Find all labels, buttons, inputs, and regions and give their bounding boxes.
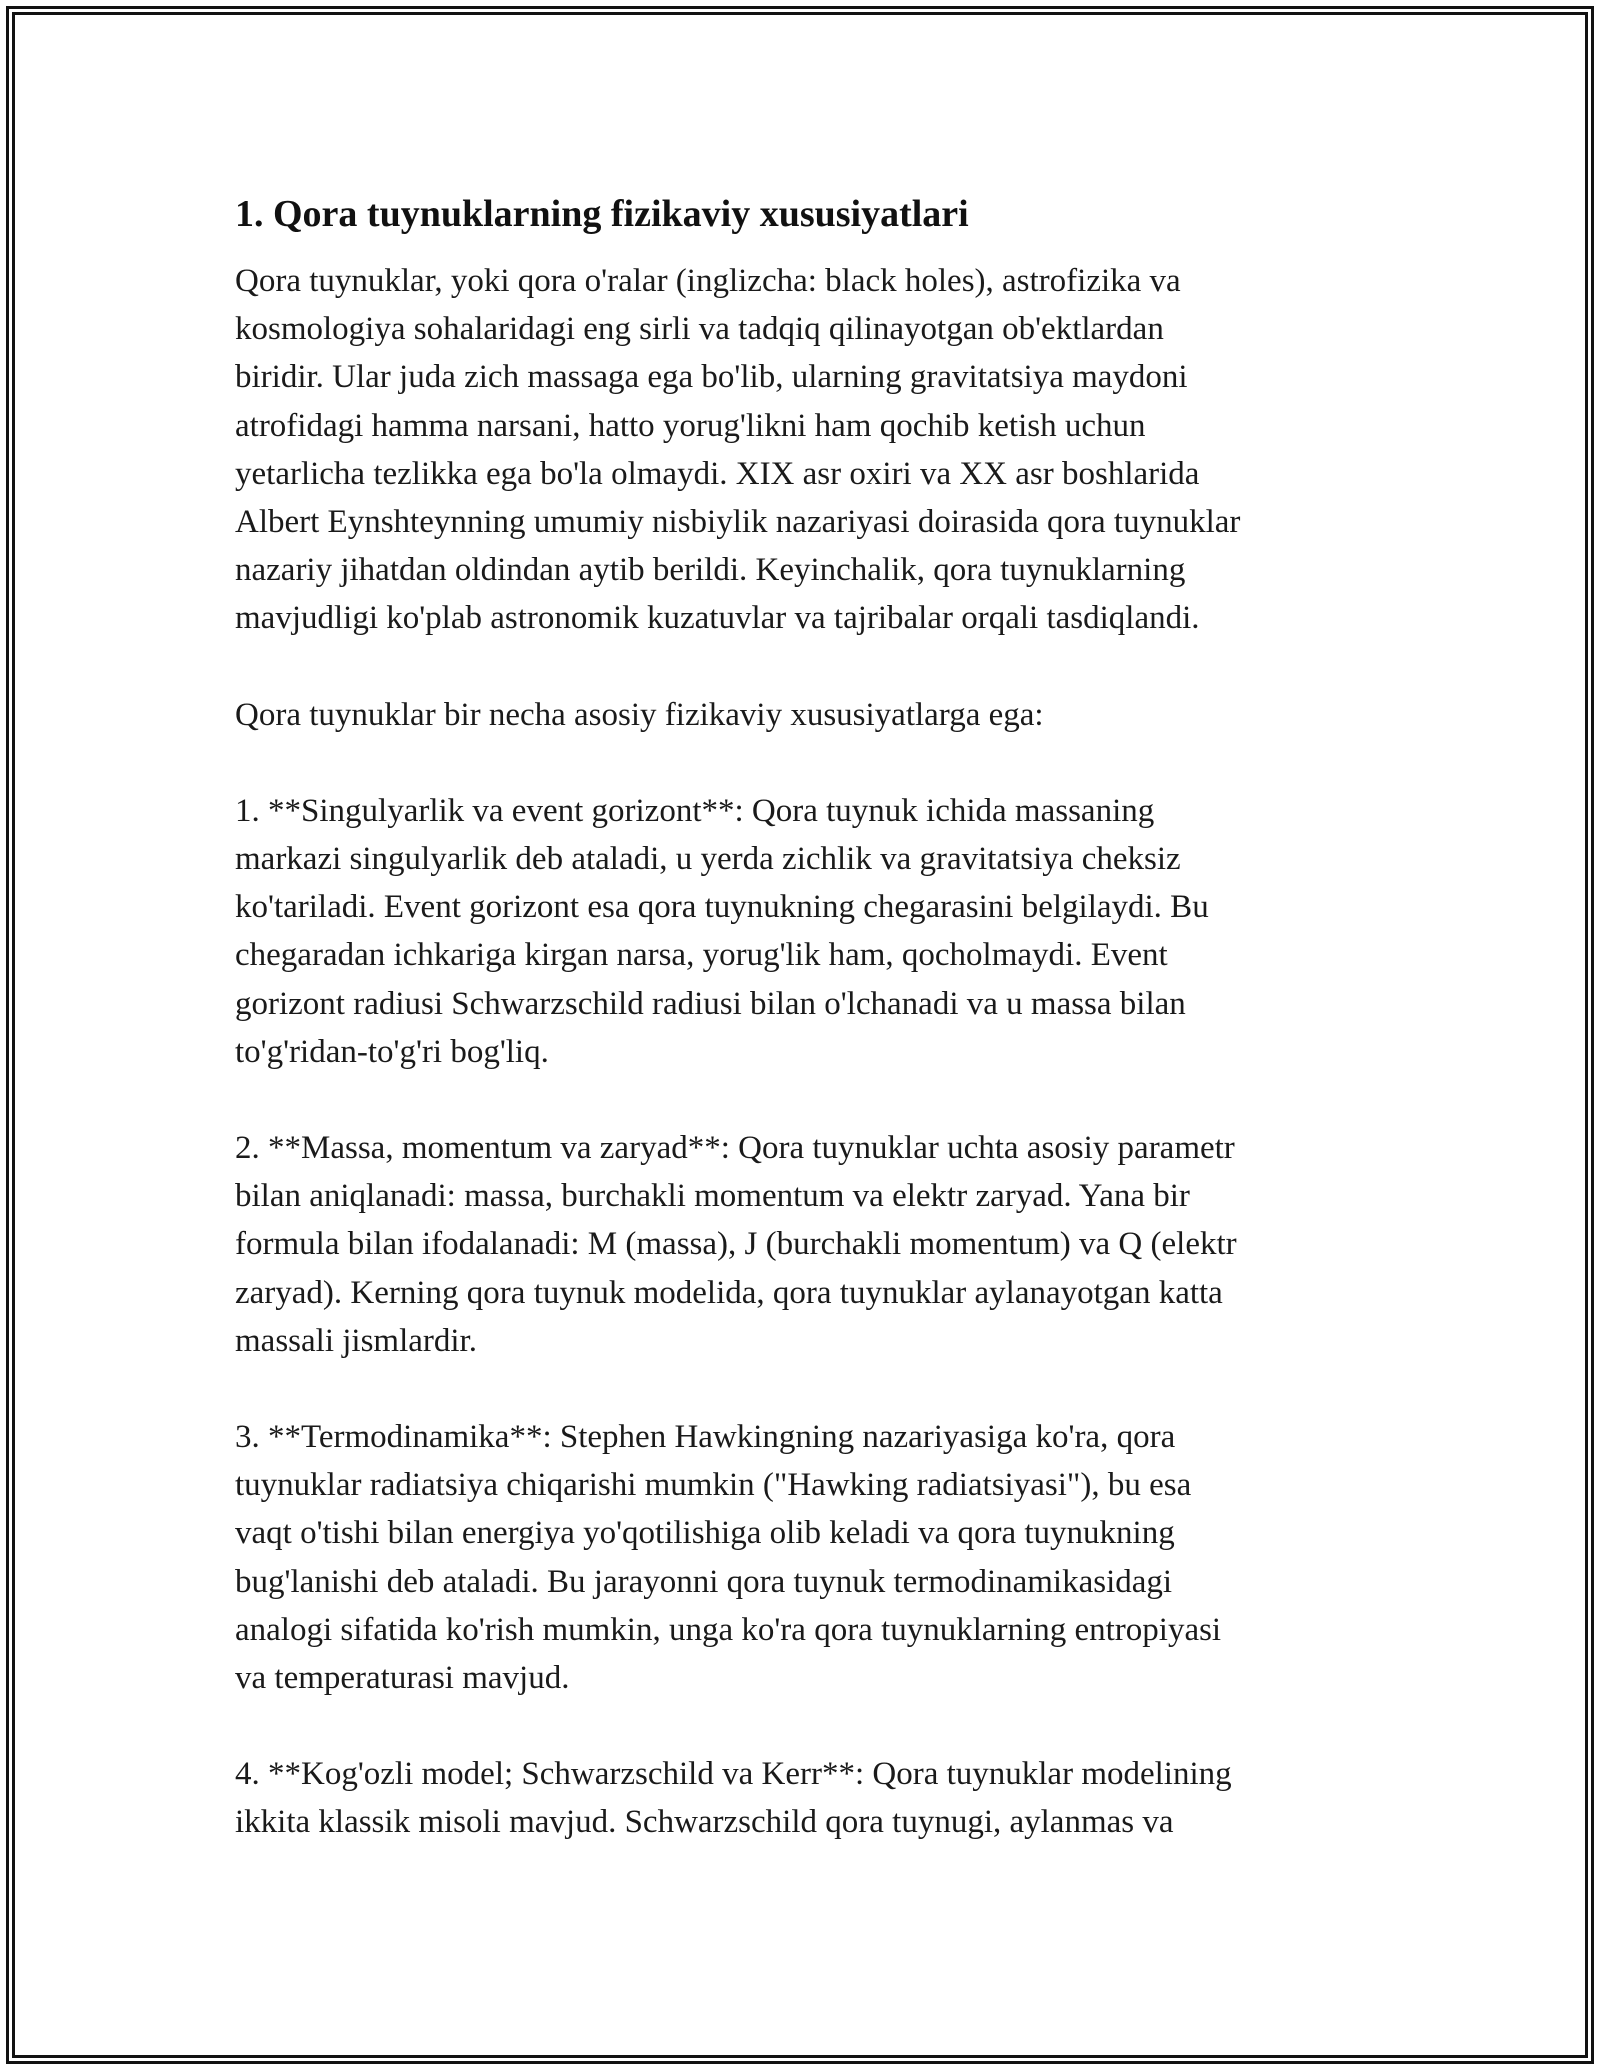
paragraph-spacer	[235, 739, 1355, 787]
paragraph-spacer	[235, 1365, 1355, 1413]
paragraph-spacer	[235, 643, 1355, 691]
paragraph-spacer	[235, 1076, 1355, 1124]
paragraph-spacer	[235, 1702, 1355, 1750]
list-item-singularity: 1. **Singulyarlik va event gorizont**: Qora tuynuk ichida massaning markazi singulyarlik deb ataladi, u yerda zichlik va gravitatsiya cheksiz ko'tariladi. Event gorizont esa qora tuynukning chegarasini belgilaydi. Bu chegaradan ichkariga kirgan narsa, yorug'lik ham, qocholmaydi. Event gorizont radiusi Schwarzschild radiusi bilan o'lchanadi va u massa bilan to'g'ridan-to'g'ri bog'liq.	[235, 792, 1209, 1070]
section-heading: 1. Qora tuynuklarning fizikaviy xususiyatlari	[235, 193, 969, 235]
list-item-thermodynamics: 3. **Termodinamika**: Stephen Hawkingning nazariyasiga ko'ra, qora tuynuklar radiatsiya chiqarishi mumkin ("Hawking radiatsiyasi"), bu esa vaqt o'tishi bilan energiya yo'qotilishiga olib keladi va qora tuynukning bug'lanishi deb ataladi. Bu jarayonni qora tuynuk termodinamikasidagi analogi sifatida ko'rish mumkin, unga ko'ra qora tuynuklarning entropiyasi va temperaturasi mavjud.	[235, 1419, 1222, 1697]
intro-paragraph: Qora tuynuklar, yoki qora o'ralar (inglizcha: black holes), astrofizika va kosmologiya sohalaridagi eng sirli va tadqiq qilinayotgan ob'ektlardan biridir. Ular juda zich massaga ega bo'lib, ularning gravitatsiya maydoni atrofidagi hamma narsani, hatto yorug'likni ham qochib ketish uchun yetarlicha tezlikka ega bo'la olmaydi. XIX asr oxiri va XX asr boshlarida Albert Eynshteynning umumiy nisbiylik nazariyasi doirasida qora tuynuklar nazariy jihatdan oldindan aytib berildi. Keyinchalik, qora tuynuklarning mavjudligi ko'plab astronomik kuzatuvlar va tajribalar orqali tasdiqlandi.	[235, 263, 1241, 637]
heading-spacer	[235, 242, 1355, 257]
list-item-mass-momentum-charge: 2. **Massa, momentum va zaryad**: Qora tuynuklar uchta asosiy parametr bilan aniqlanadi: massa, burchakli momentum va elektr zaryad. Yana bir formula bilan ifodalanadi: M (massa), J (burchakli momentum) va Q (elektr zaryad). Kerning qora tuynuk modelida, qora tuynuklar aylanayotgan katta massali jismlardir.	[235, 1130, 1237, 1359]
list-item-models: 4. **Kog'ozli model; Schwarzschild va Kerr**: Qora tuynuklar modelining ikkita klassik misoli mavjud. Schwarzschild qora tuynugi, aylanmas va	[235, 1756, 1232, 1841]
document-body	[235, 186, 1355, 1847]
properties-intro-paragraph: Qora tuynuklar bir necha asosiy fizikaviy xususiyatlarga ega:	[235, 696, 1044, 733]
